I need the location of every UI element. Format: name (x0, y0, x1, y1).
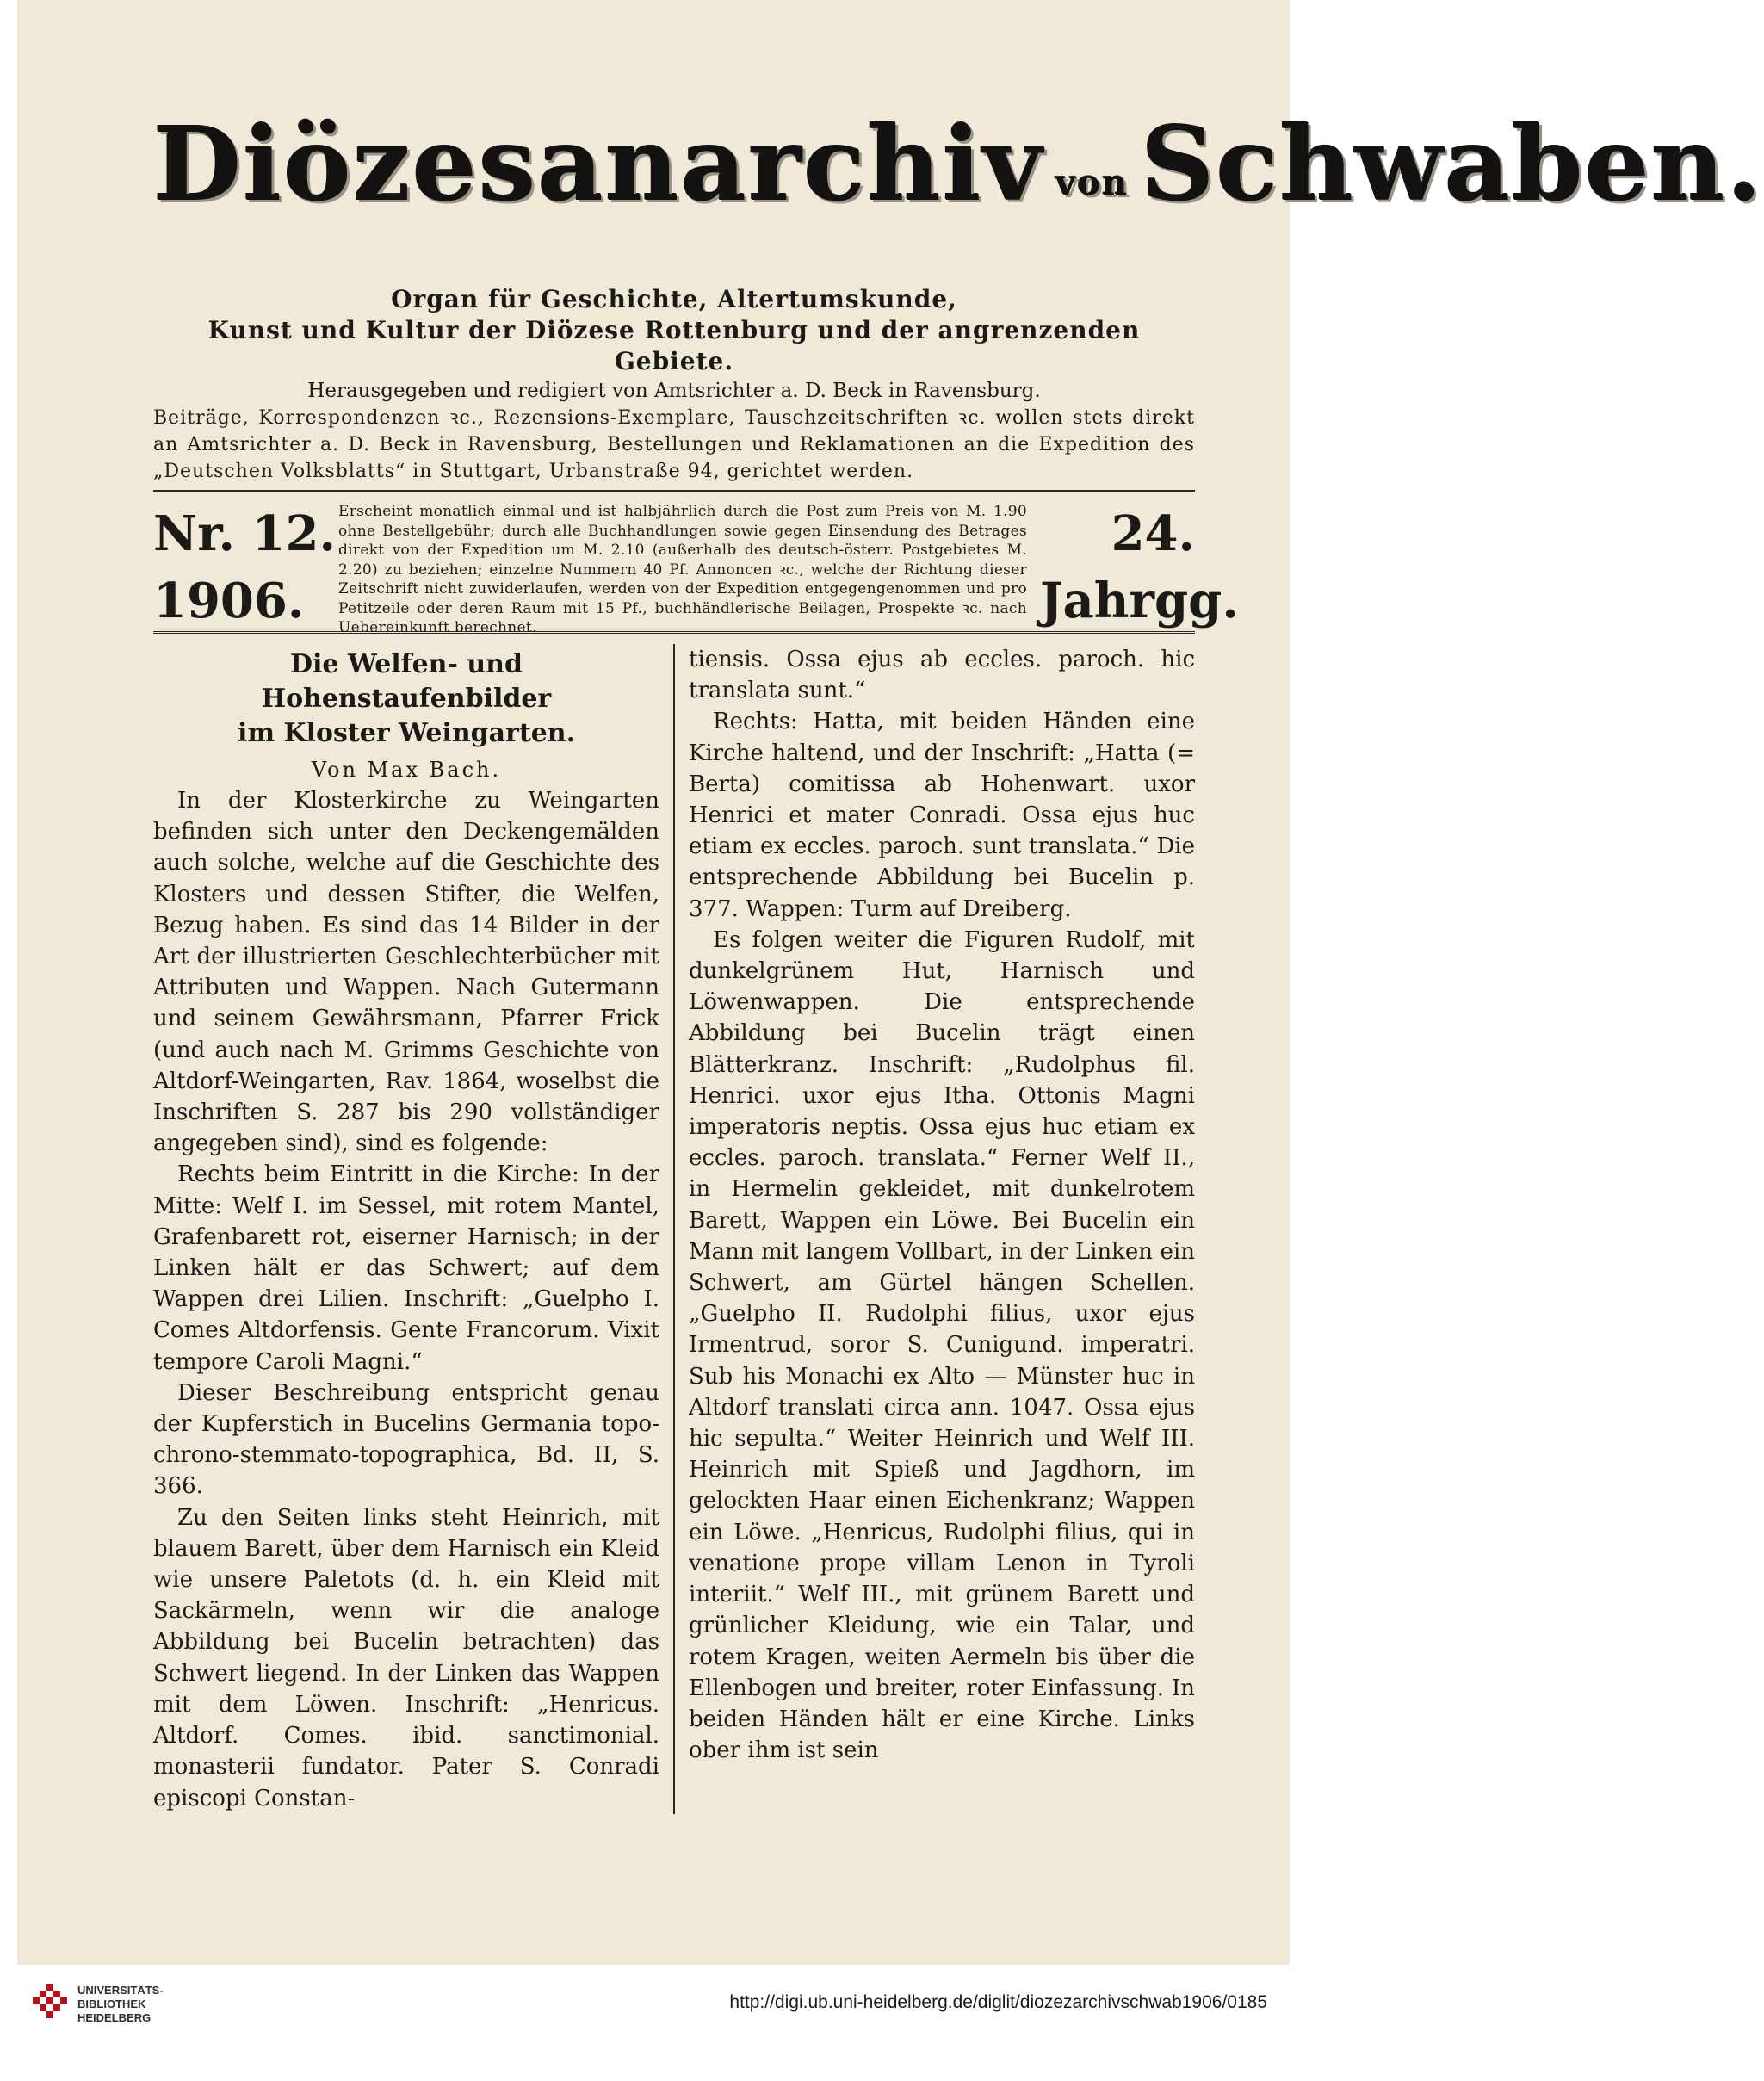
submission-terms: Beiträge, Korrespondenzen ꝛc., Rezensions-Exemplare, Tauschzeitschriften ꝛc. wollen stets direkt an Amtsrichter a. D. Beck in Ravensburg, Bestellungen und Reklamationen an die Expedition des „Deutschen Volksblatts“ in Stuttgart, Urbanstraße 94, gerichtet werden. (153, 407, 1195, 482)
paragraph: Rechts: Hatta, mit beiden Händen eine Kirche haltend, und der Inschrift: „Hatta (= Berta) comitissa ab Hohenwart. uxor Henrici et mater Conradi. Ossa ejus huc etiam ex eccles. paroch. sunt translata.“ Die entsprechende Abbildung bei Bucelin p. 377. Wappen: Turm auf Dreiberg. (689, 709, 1195, 922)
paragraph: Es folgen weiter die Figuren Rudolf, mit dunkelgrünem Hut, Harnisch und Löwenwappen. Die entsprechende Abbildung bei Bucelin trägt einen Blätterkranz. Inschrift: „Rudolphus fil. Henrici. uxor ejus Itha. Ottonis Magni imperatoris neptis. Ossa ejus huc etiam ex eccles. paroch. translata.“ Ferner Welf II., in Hermelin gekleidet, mit dunkelrotem Barett, Wappen ein Löwe. Bei Bucelin ein Mann mit langem Vollbart, in der Linken ein Schwert, am Gürtel hängen Schellen. „Guelpho II. Rudolphi filius, uxor ejus Irmentrud, soror S. Cunigund. imperatri. Sub his Monachi ex Alto — Münster huc in Altdorf translati circa ann. 1047. Ossa ejus hic sepulta.“ Weiter Heinrich und Welf III. Heinrich mit Spieß und Jagdhorn, im gelockten Haar einen Eichenkranz; Wappen ein Löwe. „Henricus, Rudolphi filius, qui in venatione prope villam Lenon in Tyroli interiit.“ Welf III., mit grünem Barett und grünlicher Kleidung, wie ein Talar, und rotem Kragen, weiten Aermeln bis über die Ellenbogen und breiter, roter Einfassung. In beiden Händen hält er eine Kirche. Links ober ihm ist sein (689, 926, 1195, 1764)
issue-number-block (153, 500, 336, 635)
paragraph: Rechts beim Eintritt in die Kirche: In der Mitte: Welf I. im Sessel, mit rotem Mantel, Grafenbarett rot, eiserner Harnisch; in der Linken hält er das Schwert; auf dem Wappen drei Lilien. Inschrift: „Guelpho I. Comes Altdorfensis. Gente Francorum. Vixit tempore Caroli Magni.“ (153, 1161, 659, 1375)
university-seal-icon (29, 1982, 71, 2023)
article-columns (153, 644, 1195, 1814)
article-author: Von Max Bach. (311, 758, 502, 782)
volume-number: 24. (1111, 505, 1195, 562)
masthead-title-left: Diözesanarchiv (153, 104, 1044, 224)
paragraph: In der Klosterkirche zu Weingarten befinden sich unter den Deckengemälden auch solche, welche auf die Geschichte des Klosters und dessen Stifter, die Welfen, Bezug haben. Es sind das 14 Bilder in der Art der illustrierten Geschlechterbücher mit Attributen und Wappen. Nach Gutermann und seinem Gewährsmann, Pfarrer Frick (und auch nach M. Grimms Geschichte von Altdorf-Weingarten, Rav. 1864, woselbst die Inschriften S. 287 bis 290 vollständiger angegeben sind), sind es folgende: (153, 788, 659, 1157)
footer-bar (0, 1965, 1302, 2081)
subtitle-line-2: Kunst und Kultur der Diözese Rottenburg und der angrenzenden Gebiete. (207, 316, 1141, 375)
volume-block (1040, 500, 1239, 635)
masthead-title (153, 104, 1764, 224)
university-library-logo[interactable] (77, 1984, 164, 2025)
masthead-title-von: von (1055, 163, 1130, 203)
editors-line: Herausgegeben und redigiert von Amtsrichter a. D. Beck in Ravensburg. (307, 380, 1041, 402)
logo-line-3: HEIDELBERG (77, 2011, 152, 2024)
subtitle (153, 284, 1195, 377)
issue-year: 1906. (153, 573, 305, 629)
article-title-line-1: Die Welfen- und Hohenstaufenbilder (261, 649, 552, 714)
subtitle-line-1: Organ für Geschichte, Altertumskunde, (391, 285, 957, 313)
article-title-line-2: im Kloster Weingarten. (237, 718, 576, 748)
column-rule (673, 644, 675, 1814)
paragraph: tiensis. Ossa ejus ab eccles. paroch. hic translata sunt.“ (689, 647, 1195, 704)
subscription-info: Erscheint monatlich einmal und ist halbjährlich durch die Post zum Preis von M. 1.90 ohne Bestellgebühr; durch alle Buchhandlungen sowie gegen Einsendung des Betrages direkt von der Expedition um M. 2.10 (außerhalb des deutsch-österr. Postgebietes M. 2.20) zu beziehen; einzelne Nummern 40 Pf. Annoncen ꝛc., welche der Richtung dieser Zeitschrift nicht zuwiderlaufen, werden von der Expedition entgegengenommen und pro Petitzeile oder deren Raum mit 15 Pf., buchhändlerische Beilagen, Prospekte ꝛc. nach Uebereinkunft berechnet. (338, 503, 1027, 636)
header-rule (153, 490, 1195, 492)
paragraph: Zu den Seiten links steht Heinrich, mit blauem Barett, über dem Harnisch ein Kleid wie unsere Paletots (d. h. ein Kleid mit Sackärmeln, wenn wir die analoge Abbildung bei Bucelin betrachten) das Schwert liegend. In der Linken das Wappen mit dem Löwen. Inschrift: „Henricus. Altdorf. Comes. ibid. sanctimonial. monasterii fundator. Pater S. Conradi episcopi Constan- (153, 1504, 659, 1812)
article-title (153, 647, 659, 751)
journal-page (153, 77, 1764, 1864)
right-column (689, 644, 1195, 1814)
masthead (153, 77, 1764, 284)
paragraph: Dieser Beschreibung entspricht genau der Kupferstich in Bucelins Germania topo-chrono-stemmato-topographica, Bd. II, S. 366. (153, 1379, 659, 1500)
source-url-link[interactable]: http://digi.ub.uni-heidelberg.de/diglit/diozezarchivschwab1906/0185 (729, 1992, 1267, 2012)
logo-line-1: UNIVERSITÄTS- (77, 1984, 164, 1997)
scanned-page (17, 0, 1764, 1965)
issue-number: Nr. 12. (153, 505, 336, 562)
left-column (153, 644, 659, 1814)
volume-label: Jahrgg. (1040, 573, 1239, 629)
issue-info-bar (153, 497, 1239, 636)
masthead-title-right: Schwaben. (1141, 104, 1764, 224)
logo-line-2: BIBLIOTHEK (77, 1997, 146, 2010)
